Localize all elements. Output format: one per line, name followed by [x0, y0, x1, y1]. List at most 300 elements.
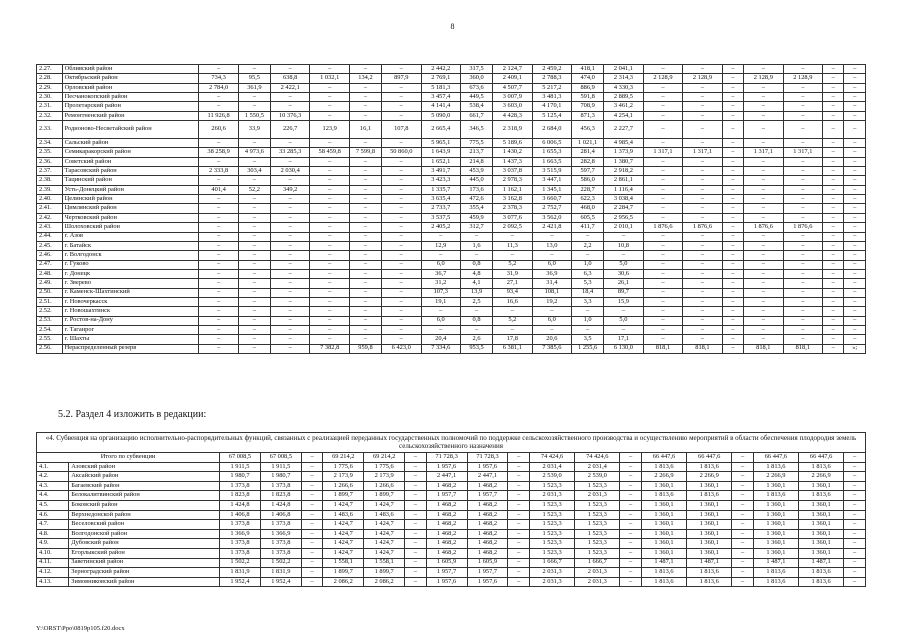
table-row [37, 279, 866, 288]
value-cell: – [823, 307, 844, 316]
district-name-cell: Советский район [62, 157, 199, 166]
value-cell: 107,8 [382, 121, 422, 139]
value-cell: 818,1 [683, 344, 723, 353]
table-row [37, 195, 866, 204]
value-cell: 33 285,3 [270, 148, 310, 157]
table-row [37, 111, 866, 120]
value-cell: 1 021,1 [572, 139, 604, 148]
table-row [37, 529, 866, 539]
value-cell: – [844, 510, 866, 520]
value-cell: – [199, 288, 239, 297]
value-cell: – [270, 297, 310, 306]
value-cell: 1 957,6 [467, 577, 508, 587]
value-cell: – [722, 176, 743, 185]
value-cell: 1 317,1 [683, 148, 723, 157]
value-cell: 1 813,6 [641, 568, 686, 578]
value-cell: 1 980,7 [260, 472, 301, 482]
value-cell: – [683, 167, 723, 176]
value-cell: 1 523,3 [529, 510, 574, 520]
table-row [37, 139, 866, 148]
value-cell: 886,9 [572, 83, 604, 92]
value-cell: – [744, 93, 784, 102]
value-cell: 1 523,3 [529, 529, 574, 539]
value-cell: – [783, 195, 823, 204]
value-cell: – [732, 548, 754, 558]
value-cell: 1 823,8 [260, 491, 301, 501]
value-cell: – [683, 251, 723, 260]
value-cell: – [744, 297, 784, 306]
row-number-cell: 2.42. [37, 213, 63, 222]
value-cell: – [405, 462, 427, 472]
value-cell: – [844, 279, 866, 288]
value-cell: 1 317,1 [643, 148, 683, 157]
value-cell: – [722, 157, 743, 166]
value-cell: – [238, 213, 270, 222]
value-cell: 52,2 [238, 185, 270, 194]
value-cell: – [844, 539, 866, 549]
value-cell: 3 537,5 [421, 213, 461, 222]
value-cell: 1 360,1 [641, 510, 686, 520]
value-cell: – [823, 83, 844, 92]
value-cell: 1 487,1 [753, 558, 798, 568]
value-cell: 36,9 [532, 269, 572, 278]
value-cell: 3 660,7 [532, 195, 572, 204]
value-cell: – [643, 93, 683, 102]
value-cell: – [310, 297, 350, 306]
value-cell: – [382, 241, 422, 250]
value-cell: 5 217,2 [532, 83, 572, 92]
value-cell: – [604, 307, 644, 316]
value-cell: 5 965,1 [421, 139, 461, 148]
value-cell: – [722, 167, 743, 176]
value-cell: – [722, 111, 743, 120]
district-name-cell: Дубовский район [69, 539, 220, 549]
value-cell: 1 424,7 [364, 548, 405, 558]
value-cell: – [683, 325, 723, 334]
value-cell: – [382, 195, 422, 204]
value-cell: 1 831,9 [260, 568, 301, 578]
total-value-cell: – [732, 453, 754, 463]
row-number-cell: 2.50. [37, 288, 63, 297]
total-row [37, 453, 866, 463]
value-cell: 2 124,7 [493, 65, 533, 74]
value-cell: 1 360,1 [687, 481, 732, 491]
value-cell: 1 523,3 [529, 539, 574, 549]
value-cell: – [199, 297, 239, 306]
value-cell: 1 813,6 [799, 491, 844, 501]
table-row [37, 568, 866, 578]
value-cell: – [722, 232, 743, 241]
value-cell: 7 385,6 [532, 344, 572, 353]
value-cell: – [532, 251, 572, 260]
value-cell: – [604, 232, 644, 241]
value-cell: – [683, 260, 723, 269]
value-cell: – [823, 344, 844, 353]
value-cell: – [382, 139, 422, 148]
value-cell: 1 775,6 [364, 462, 405, 472]
section-heading: 5.2. Раздел 4 изложить в редакции: [58, 409, 207, 420]
value-cell: 1 813,6 [641, 462, 686, 472]
value-cell: 1 437,3 [493, 157, 533, 166]
table-row [37, 307, 866, 316]
value-cell: 1 360,1 [641, 539, 686, 549]
value-cell: 2 733,7 [421, 204, 461, 213]
value-cell: – [722, 325, 743, 334]
value-cell: 7 382,8 [310, 344, 350, 353]
value-cell: 3 077,6 [493, 213, 533, 222]
value-cell: – [199, 157, 239, 166]
value-cell: 1 813,6 [687, 568, 732, 578]
value-cell: – [732, 520, 754, 530]
value-cell: – [382, 335, 422, 344]
value-cell: – [238, 269, 270, 278]
value-cell: – [199, 93, 239, 102]
value-cell: 6 381,1 [493, 344, 533, 353]
value-cell: – [823, 195, 844, 204]
value-cell: 281,4 [572, 148, 604, 157]
value-cell: – [643, 288, 683, 297]
value-cell: 1 558,1 [323, 558, 364, 568]
value-cell: – [270, 260, 310, 269]
table-row [37, 481, 866, 491]
value-cell: 1 957,6 [426, 462, 467, 472]
value-cell: – [844, 500, 866, 510]
value-cell: 1 468,2 [426, 481, 467, 491]
value-cell: 1 360,1 [687, 539, 732, 549]
value-cell: – [744, 269, 784, 278]
value-cell: – [683, 316, 723, 325]
value-cell: – [349, 139, 381, 148]
value-cell: 418,1 [572, 65, 604, 74]
value-cell: – [310, 279, 350, 288]
value-cell: 123,9 [310, 121, 350, 139]
district-name-cell: г. Каменск-Шахтинский [62, 288, 199, 297]
value-cell: – [683, 307, 723, 316]
value-cell: – [683, 102, 723, 111]
value-cell: 1 468,2 [467, 548, 508, 558]
value-cell: 401,4 [199, 185, 239, 194]
value-cell: 1 523,3 [529, 548, 574, 558]
value-cell: 1 424,7 [364, 529, 405, 539]
value-cell: 5 125,4 [532, 111, 572, 120]
value-cell: 2 318,9 [493, 121, 533, 139]
value-cell: – [722, 65, 743, 74]
value-cell: 1 952,4 [260, 577, 301, 587]
district-name-cell: Зимовниковский район [69, 577, 220, 587]
value-cell: – [199, 307, 239, 316]
value-cell: 3,3 [572, 297, 604, 306]
value-cell: – [844, 548, 866, 558]
value-cell: – [349, 241, 381, 250]
value-cell: 1 523,3 [575, 529, 620, 539]
value-cell: 4,8 [461, 269, 493, 278]
district-name-cell: Ремонтненский район [62, 111, 199, 120]
value-cell: – [722, 241, 743, 250]
district-name-cell: Волгодонской район [69, 529, 220, 539]
value-cell: – [382, 288, 422, 297]
value-cell: 4 985,4 [604, 139, 644, 148]
value-cell: 2 784,0 [199, 83, 239, 92]
value-cell: 1 360,1 [753, 529, 798, 539]
value-cell: – [722, 279, 743, 288]
value-cell: – [405, 491, 427, 501]
value-cell: 2 128,9 [744, 74, 784, 83]
value-cell: 226,7 [270, 121, 310, 139]
value-cell: 474,0 [572, 74, 604, 83]
total-value-cell: 71 728,3 [467, 453, 508, 463]
value-cell: – [722, 223, 743, 232]
value-cell: – [683, 139, 723, 148]
value-cell: – [643, 251, 683, 260]
value-cell: 4 170,1 [532, 102, 572, 111]
value-cell: – [683, 279, 723, 288]
district-name-cell: Усть-Донецкий район [62, 185, 199, 194]
value-cell: – [722, 335, 743, 344]
district-name-cell: Нераспределенный резерв [62, 344, 199, 353]
value-cell: – [744, 157, 784, 166]
table-row [37, 316, 866, 325]
value-cell: – [844, 213, 866, 222]
table-row [37, 251, 866, 260]
value-cell: – [349, 335, 381, 344]
table-row [37, 462, 866, 472]
district-name-cell: Цимлянский район [62, 204, 199, 213]
value-cell: 108,1 [532, 288, 572, 297]
value-cell: 775,5 [461, 139, 493, 148]
value-cell: 1 663,5 [532, 157, 572, 166]
value-cell: – [310, 167, 350, 176]
row-number-cell: 4.10. [37, 548, 69, 558]
value-cell: – [683, 121, 723, 139]
value-cell: – [310, 335, 350, 344]
value-cell: 1 360,1 [799, 500, 844, 510]
value-cell: – [270, 157, 310, 166]
value-cell: – [349, 204, 381, 213]
value-cell: – [744, 195, 784, 204]
value-cell: – [844, 223, 866, 232]
value-cell: – [270, 344, 310, 353]
value-cell: – [823, 260, 844, 269]
value-cell: 1 360,1 [687, 500, 732, 510]
value-cell: – [349, 185, 381, 194]
value-cell: – [238, 139, 270, 148]
value-cell: 1 523,3 [575, 548, 620, 558]
value-cell: – [238, 307, 270, 316]
value-cell: 1 360,1 [687, 529, 732, 539]
value-cell: 2 978,3 [493, 176, 533, 185]
value-cell: – [382, 251, 422, 260]
value-cell: – [508, 558, 530, 568]
row-number-cell: 2.39. [37, 185, 63, 194]
value-cell: – [349, 260, 381, 269]
table-row [37, 325, 866, 334]
district-name-cell: г. Новошахтинск [62, 307, 199, 316]
value-cell: – [844, 251, 866, 260]
total-value-cell: – [620, 453, 642, 463]
value-cell: 33,9 [238, 121, 270, 139]
value-cell: – [722, 83, 743, 92]
value-cell: 20,6 [532, 335, 572, 344]
value-cell: 3 038,4 [604, 195, 644, 204]
value-cell: – [270, 288, 310, 297]
value-cell: 1 468,2 [426, 539, 467, 549]
district-name-cell: Зерноградский район [69, 568, 220, 578]
value-cell: – [683, 157, 723, 166]
row-number-cell: 2.44. [37, 232, 63, 241]
value-cell: 1 424,7 [364, 539, 405, 549]
value-cell: – [823, 316, 844, 325]
value-cell: 1 813,6 [753, 577, 798, 587]
value-cell: – [732, 500, 754, 510]
value-cell: – [238, 297, 270, 306]
value-cell: 2 421,8 [532, 223, 572, 232]
value-cell: 2 665,4 [421, 121, 461, 139]
value-cell: – [405, 520, 427, 530]
value-cell: – [620, 520, 642, 530]
value-cell: 1 360,1 [641, 500, 686, 510]
value-cell: – [844, 74, 866, 83]
value-cell: – [722, 121, 743, 139]
value-cell: 13,9 [461, 288, 493, 297]
value-cell: – [405, 577, 427, 587]
value-cell: 1 317,1 [783, 148, 823, 157]
value-cell: 1 605,9 [467, 558, 508, 568]
value-cell: – [783, 316, 823, 325]
value-cell: 1 468,2 [426, 529, 467, 539]
row-number-cell: 4.5. [37, 500, 69, 510]
value-cell: 360,0 [461, 74, 493, 83]
value-cell: – [349, 297, 381, 306]
value-cell: – [199, 325, 239, 334]
district-name-cell: г. Таганрог [62, 325, 199, 334]
value-cell: – [683, 204, 723, 213]
value-cell: – [722, 316, 743, 325]
value-cell: – [461, 307, 493, 316]
value-cell: 1 366,9 [260, 529, 301, 539]
value-cell: – [844, 204, 866, 213]
value-cell: 1 911,5 [219, 462, 260, 472]
value-cell: – [844, 558, 866, 568]
value-cell: 605,5 [572, 213, 604, 222]
value-cell: – [199, 260, 239, 269]
value-cell: – [683, 195, 723, 204]
value-cell: – [270, 232, 310, 241]
value-cell: – [683, 232, 723, 241]
value-cell: – [783, 213, 823, 222]
value-cell: 3 423,3 [421, 176, 461, 185]
value-cell: 1 116,4 [604, 185, 644, 194]
value-cell: – [461, 232, 493, 241]
value-cell: 19,1 [421, 297, 461, 306]
value-cell: – [744, 204, 784, 213]
row-number-cell: 2.29. [37, 83, 63, 92]
value-cell: 2 539,0 [529, 472, 574, 482]
value-cell: – [349, 251, 381, 260]
row-number-cell: 2.27. [37, 65, 63, 74]
value-cell: – [783, 288, 823, 297]
value-cell: – [301, 558, 323, 568]
row-number-cell: 4.3. [37, 481, 69, 491]
value-cell: 661,7 [461, 111, 493, 120]
value-cell: – [823, 213, 844, 222]
value-cell: 1,0 [572, 316, 604, 325]
district-name-cell: Обливский район [62, 65, 199, 74]
value-cell: 7 334,6 [421, 344, 461, 353]
row-number-cell: 2.53. [37, 316, 63, 325]
value-cell: 15,9 [604, 297, 644, 306]
value-cell: – [620, 472, 642, 482]
row-number-cell: 2.54. [37, 325, 63, 334]
value-cell: 953,5 [461, 344, 493, 353]
value-cell: – [844, 232, 866, 241]
value-cell: – [844, 83, 866, 92]
value-cell: – [732, 510, 754, 520]
value-cell: 871,3 [572, 111, 604, 120]
value-cell: 1 424,7 [323, 548, 364, 558]
value-cell: – [310, 195, 350, 204]
value-cell: 282,8 [572, 157, 604, 166]
value-cell: – [405, 568, 427, 578]
value-cell: 10 376,3 [270, 111, 310, 120]
value-cell: 622,3 [572, 195, 604, 204]
table-row [37, 213, 866, 222]
value-cell: – [783, 157, 823, 166]
value-cell: 1 406,8 [219, 510, 260, 520]
value-cell: – [508, 472, 530, 482]
row-number-cell: 2.47. [37, 260, 63, 269]
value-cell: – [270, 335, 310, 344]
value-cell: 26,1 [604, 279, 644, 288]
total-value-cell: 66 447,6 [687, 453, 732, 463]
value-cell: – [643, 260, 683, 269]
value-cell: – [310, 232, 350, 241]
value-cell: – [744, 65, 784, 74]
value-cell: 6,0 [421, 260, 461, 269]
value-cell: 1 980,7 [219, 472, 260, 482]
row-number-cell: 2.28. [37, 74, 63, 83]
value-cell: – [683, 176, 723, 185]
row-number-cell: 2.32. [37, 111, 63, 120]
table-row [37, 232, 866, 241]
value-cell: 959,8 [349, 344, 381, 353]
value-cell: 1 360,1 [753, 481, 798, 491]
value-cell: – [572, 232, 604, 241]
value-cell: 3 491,7 [421, 167, 461, 176]
row-number-cell: 2.43. [37, 223, 63, 232]
table-row [37, 176, 866, 185]
value-cell: – [783, 335, 823, 344]
value-cell: – [783, 176, 823, 185]
value-cell: – [199, 335, 239, 344]
value-cell: – [572, 251, 604, 260]
value-cell: 1 424,7 [364, 520, 405, 530]
value-cell: – [683, 93, 723, 102]
value-cell: – [238, 195, 270, 204]
table-row [37, 65, 866, 74]
value-cell: 1 957,7 [467, 491, 508, 501]
value-cell: 591,8 [572, 93, 604, 102]
value-cell: 2 031,3 [575, 568, 620, 578]
value-cell: 2 128,9 [643, 74, 683, 83]
value-cell: – [823, 232, 844, 241]
value-cell: 2 788,3 [532, 74, 572, 83]
value-cell: 1 813,6 [753, 491, 798, 501]
value-cell: – [508, 529, 530, 539]
value-cell: – [349, 213, 381, 222]
value-cell: – [844, 472, 866, 482]
value-cell: – [421, 325, 461, 334]
value-cell: – [382, 297, 422, 306]
